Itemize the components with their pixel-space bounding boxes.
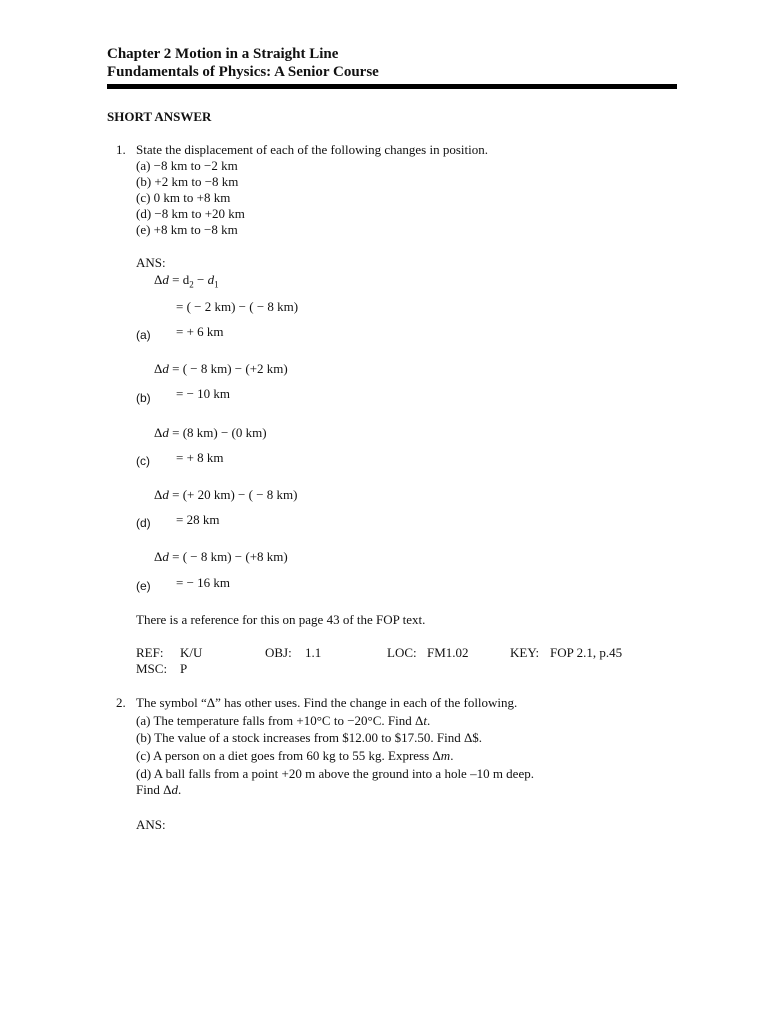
- answer-a-label: (a): [136, 328, 151, 342]
- q1-item-b: (b) +2 km to −8 km: [136, 174, 239, 189]
- answer-e-formula: Δd = ( − 8 km) − (+8 km): [154, 549, 288, 564]
- msc-label: MSC:: [136, 661, 168, 676]
- book-title: Fundamentals of Physics: A Senior Course: [107, 64, 379, 80]
- answer-b-label: (b): [136, 391, 151, 405]
- section-title: SHORT ANSWER: [107, 109, 212, 124]
- answer-a-result: = + 6 km: [176, 324, 224, 339]
- answer-e-label: (e): [136, 579, 151, 593]
- answer-d-label: (d): [136, 516, 151, 530]
- q1-number: 1.: [116, 142, 126, 157]
- answer-a-formula: $\Delta d = d_2 - d_1$: [154, 272, 219, 290]
- q2-item-d-cont: Find Δd.: [136, 782, 182, 797]
- header-rule: [107, 84, 677, 89]
- answer-d-result: = 28 km: [176, 512, 220, 527]
- key-value: FOP 2.1, p.45: [550, 645, 623, 660]
- answer-d-formula: Δd = (+ 20 km) − ( − 8 km): [154, 487, 298, 502]
- loc-label: LOC:: [387, 645, 417, 660]
- q2-number: 2.: [116, 695, 126, 710]
- reference-note: There is a reference for this on page 43 of the FOP text.: [136, 612, 426, 627]
- q1-ans-label: ANS:: [136, 255, 166, 270]
- q2-item-d: (d) A ball falls from a point +20 m above the ground into a hole –10 m deep.: [136, 766, 534, 781]
- answer-b-formula: Δd = ( − 8 km) − (+2 km): [154, 361, 288, 376]
- q1-item-a: (a) −8 km to −2 km: [136, 158, 238, 173]
- answer-c-result: = + 8 km: [176, 450, 224, 465]
- ref-value: K/U: [180, 645, 203, 660]
- q1-prompt: State the displacement of each of the following changes in position.: [136, 142, 488, 157]
- q2-prompt: The symbol “Δ” has other uses. Find the change in each of the following.: [136, 695, 518, 710]
- q2-item-b: (b) The value of a stock increases from $12.00 to $17.50. Find Δ$.: [136, 730, 483, 745]
- loc-value: FM1.02: [427, 645, 469, 660]
- q1-item-e: (e) +8 km to −8 km: [136, 222, 238, 237]
- answer-e-result: = − 16 km: [176, 575, 231, 590]
- chapter-title: Chapter 2 Motion in a Straight Line: [107, 46, 339, 62]
- answer-c-label: (c): [136, 454, 150, 468]
- key-label: KEY:: [510, 645, 540, 660]
- answer-b-result: = − 10 km: [176, 386, 231, 401]
- msc-value: P: [180, 661, 188, 676]
- q2-ans-label: ANS:: [136, 817, 166, 832]
- answer-c-formula: Δd = (8 km) − (0 km): [154, 425, 267, 440]
- ref-label: REF:: [136, 645, 164, 660]
- obj-label: OBJ:: [265, 645, 292, 660]
- q1-item-d: (d) −8 km to +20 km: [136, 206, 245, 221]
- q2-item-c: (c) A person on a diet goes from 60 kg to 55 kg. Express Δm.: [136, 748, 454, 763]
- answer-a-step: = ( − 2 km) − ( − 8 km): [176, 299, 299, 314]
- q1-item-c: (c) 0 km to +8 km: [136, 190, 231, 205]
- obj-value: 1.1: [305, 645, 322, 660]
- q2-item-a: (a) The temperature falls from +10°C to −20°C. Find Δt.: [136, 713, 431, 728]
